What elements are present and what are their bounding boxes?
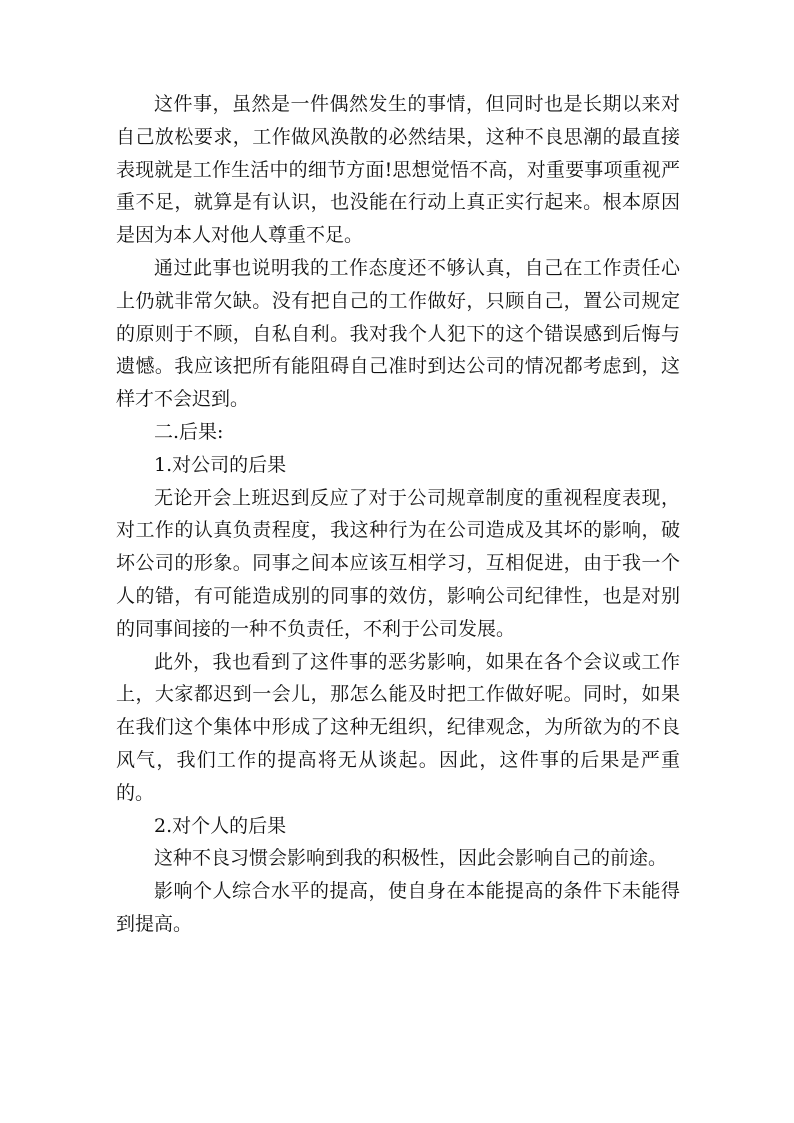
- paragraph-personal-improvement: 影响个人综合水平的提高，使自身在本能提高的条件下未能得到提高。: [116, 880, 680, 935]
- paragraph-company-impact: 无论开会上班迟到反应了对于公司规章制度的重视程度表现，对工作的认真负责程度，我这种行为在公司造成及其坏的影响，破坏公司的形象。同事之间本应该互相学习，互相促进，由于我一个人的错，有可能造成别的同事的效仿，影响公司纪律性，也是对别的同事间接的一种不负责任，不利于公司发展。: [116, 486, 680, 640]
- paragraph-reflection: 这件事，虽然是一件偶然发生的事情，但同时也是长期以来对自己放松要求，工作做风涣散的必然结果，这种不良思潮的最直接表现就是工作生活中的细节方面!思想觉悟不高，对重要事项重视严重不足，就算是有认识，也没能在行动上真正实行起来。根本原因是因为本人对他人尊重不足。: [116, 93, 680, 247]
- document-body: [116, 88, 680, 941]
- heading-consequences: 二.后果:: [154, 420, 224, 443]
- paragraph-bad-influence: 此外，我也看到了这件事的恶劣影响，如果在各个会议或工作上，大家都迟到一会儿，那怎么能及时把工作做好呢。同时，如果在我们这个集体中形成了这种无组织，纪律观念，为所欲为的不良风气，我们工作的提高将无从谈起。因此，这件事的后果是严重的。: [116, 650, 680, 804]
- subheading-company-consequences: 1.对公司的后果: [154, 453, 287, 476]
- paragraph-personal-habit: 这种不良习惯会影响到我的积极性，因此会影响自己的前途。: [154, 847, 668, 870]
- subheading-personal-consequences: 2.对个人的后果: [154, 814, 287, 837]
- paragraph-attitude: 通过此事也说明我的工作态度还不够认真，自己在工作责任心上仍就非常欠缺。没有把自己的工作做好，只顾自己，置公司规定的原则于不顾，自私自利。我对我个人犯下的这个错误感到后悔与遗憾。我应该把所有能阻碍自己准时到达公司的情况都考虑到，这样才不会迟到。: [116, 256, 680, 411]
